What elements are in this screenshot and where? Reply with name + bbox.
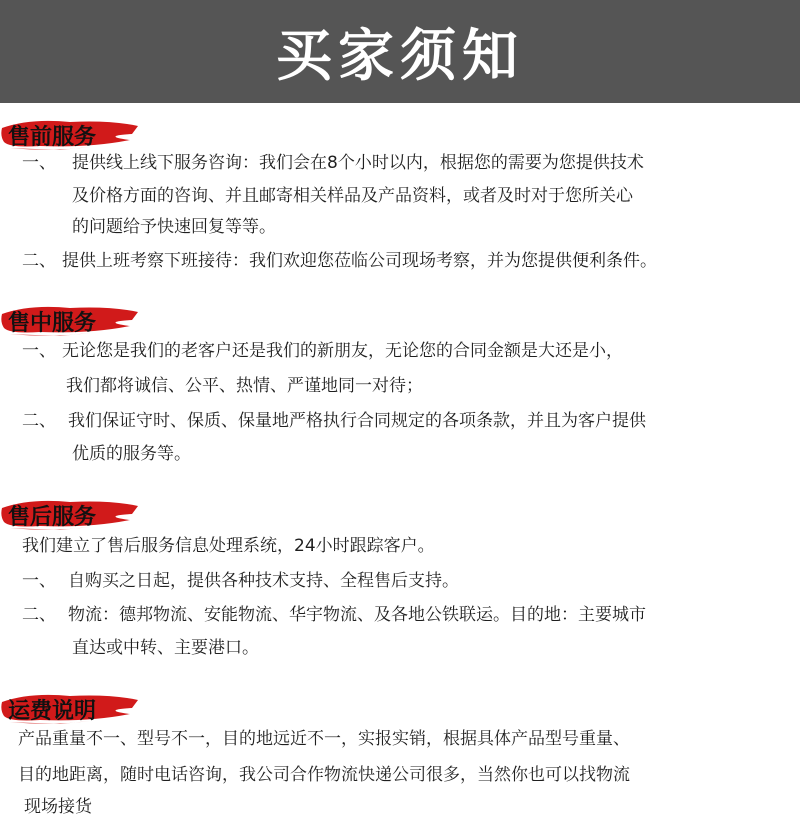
section-header-presale (0, 114, 140, 152)
item-text: 的问题给予快速回复等等。 (72, 217, 276, 237)
shipping-text: 产品重量不一、型号不一，目的地远近不一，实报实销，根据具体产品型号重量、 (18, 729, 630, 749)
item-number: 二、 (22, 605, 56, 625)
section-header-shipping (0, 688, 140, 726)
item-text: 物流：德邦物流、安能物流、华宇物流、及各地公铁联运。目的地：主要城市 (68, 605, 646, 625)
item-text: 无论您是我们的老客户还是我们的新朋友，无论您的合同金额是大还是小， (62, 341, 623, 361)
item-number: 一、 (22, 341, 56, 361)
item-text: 及价格方面的咨询、并且邮寄相关样品及产品资料，或者及时对于您所关心 (72, 186, 633, 206)
item-text: 直达或中转、主要港口。 (72, 638, 259, 658)
header-banner (0, 0, 800, 103)
section-title: 售后服务 (8, 505, 97, 530)
section-header-insale (0, 300, 140, 338)
item-number: 一、 (22, 571, 56, 591)
section-title: 售前服务 (8, 125, 97, 150)
item-number: 一、 (22, 153, 56, 173)
item-number: 二、 (22, 411, 56, 431)
item-text: 提供线上线下服务咨询：我们会在8个小时以内，根据您的需要为您提供技术 (72, 153, 644, 173)
section-header-aftersale (0, 494, 140, 532)
item-text: 优质的服务等。 (72, 444, 191, 464)
section-title: 售中服务 (8, 311, 97, 336)
shipping-text: 目的地距离，随时电话咨询，我公司合作物流快递公司很多，当然你也可以找物流 (18, 765, 630, 785)
item-number: 二、 (22, 251, 56, 271)
section-title: 运费说明 (8, 699, 97, 724)
item-text: 提供上班考察下班接待：我们欢迎您莅临公司现场考察，并为您提供便利条件。 (62, 251, 657, 271)
item-text: 我们保证守时、保质、保量地严格执行合同规定的各项条款，并且为客户提供 (68, 411, 646, 431)
item-text: 我们都将诚信、公平、热情、严谨地同一对待； (66, 376, 423, 396)
item-text: 自购买之日起，提供各种技术支持、全程售后支持。 (68, 571, 459, 591)
section-intro: 我们建立了售后服务信息处理系统，24小时跟踪客户。 (22, 536, 435, 556)
shipping-text: 现场接货 (24, 797, 92, 817)
page-title: 买家须知 (276, 23, 524, 89)
